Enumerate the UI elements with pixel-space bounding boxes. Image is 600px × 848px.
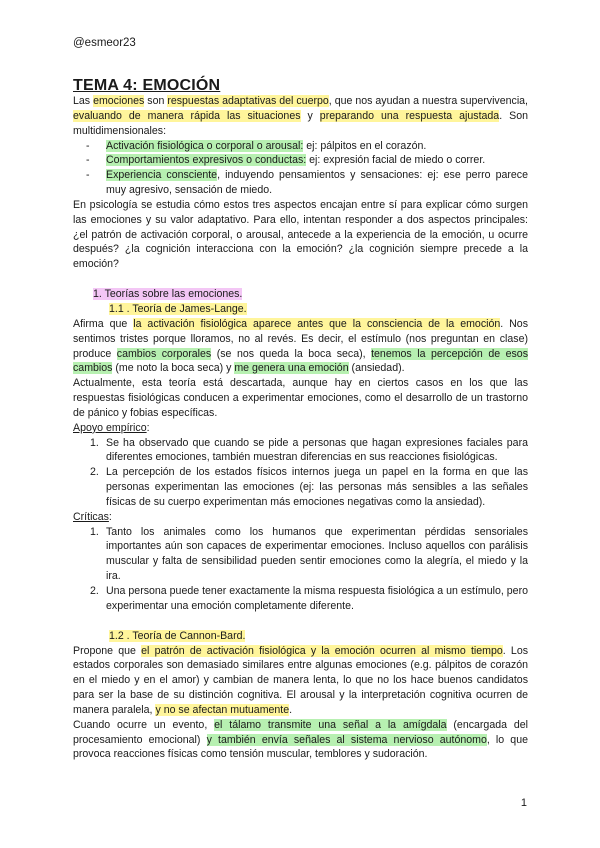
page-number: 1 [520,797,527,809]
intro-paragraph: Las emociones son respuestas adaptativas del cuerpo, que nos ayudan a nuestra supervivencia, evaluando de manera rápida las situaciones y preparando una respuesta ajustada. Son multidimensionales: [73,95,529,137]
highlight: me genera una emoción [234,362,349,375]
james-lange-paragraph: Afirma que la activación fisiológica aparece antes que la consciencia de la emoción. Nos sentimos tristes porque lloramos, no al revés. Es decir, el estímulo (nos preguntan en clase) produce cambios corporales (se nos queda la boca seca), tenemos la percepción de esos cambios (me noto la boca seca) y me genera una emoción (ansiedad). [73,317,528,375]
highlight: preparando una respuesta ajustada [319,109,500,122]
highlight: y también envía señales al sistema nervioso autónomo [206,733,487,746]
highlight: respuestas adaptativas del cuerpo [167,95,329,107]
subsection-heading: 1.1 . Teoría de James-Lange. [109,302,247,315]
highlight: Activación fisiológica o corporal o arousal: [106,139,304,152]
criticas-list [73,525,528,614]
list-item: - Comportamientos expresivos o conductas: ej: expresión facial de miedo o correr. [106,153,528,168]
section-heading: 1. Teorías sobre las emociones. [93,288,243,301]
list-item: - Experiencia consciente, induyendo pensamientos y sensaciones: ej: ese perro parece muy agresivo, sensación de miedo. [106,168,528,198]
highlight: el patrón de activación fisiológica y la emoción ocurren al mismo tiempo [141,644,503,657]
dimensions-list [73,139,528,198]
highlight: Experiencia consciente [106,169,218,182]
criticas-heading: Críticas: [73,510,112,523]
list-item: - Activación fisiológica o corporal o arousal: ej: pálpitos en el corazón. [106,139,528,154]
highlight: evaluando de manera rápida las situaciones [73,109,301,122]
apoyo-heading: Apoyo empírico: [73,421,150,434]
page-title: TEMA 4: EMOCIÓN [73,77,221,94]
highlight: la activación fisiológica aparece antes que la consciencia de la emoción [133,317,501,330]
james-lange-paragraph-2: Actualmente, esta teoría está descartada, aunque hay en ciertos casos en los que las respuestas fisiológicas conducen a experimentar emociones, como el desarrollo de un trastorno de pánico y fobias específicas. [73,377,528,419]
list-item: 2. La percepción de los estados físicos internos juega un papel en la forma en que las personas experimentan las emociones (ej: las personas más sensibles a las señales físicas de su cuerpo experimentan más emociones negativas como la ansiedad). [90,466,528,508]
highlight: tenemos la percepción de esos cambios [73,347,528,375]
subsection-heading: 1.2 . Teoría de Cannon-Bard. [109,629,246,642]
document-body [73,94,528,762]
highlight: emociones [93,95,145,107]
highlight: y no se afectan mutuamente [155,703,290,716]
author-handle: @esmeor23 [73,37,136,49]
cannon-bard-paragraph-2: Cuando ocurre un evento, el tálamo transmite una señal a la amígdala (encargada del procesamiento emocional) y también envía señales al sistema nervioso autónomo, lo que provoca reacciones físicas como tensión muscular, temblores y sudoración. [73,718,528,761]
highlight: Comportamientos expresivos o conductas: [106,154,307,167]
list-item: 1. Se ha observado que cuando se pide a personas que hagan expresiones faciales para diferentes emociones, también muestran diferencias en sus reacciones fisiológicas. [90,436,528,464]
highlight: el tálamo transmite una señal a la amígdala [214,718,447,731]
list-item: 1. Tanto los animales como los humanos que experimentan pérdidas sensoriales importantes aún son capaces de experimentar emociones. Incluso aquellos con parálisis muscular y falta de sensibilidad pueden sentir emociones como la alegría, el miedo y la ira. [90,525,528,583]
list-item: 2. Una persona puede tener exactamente la misma respuesta fisiológica a un estímulo, pero experimentar una emoción completamente diferente. [90,585,528,612]
intro-paragraph-2: En psicología se estudia cómo estos tres aspectos encajan entre sí para explicar cómo surgen las emociones y su valor adaptativo. Para ello, intentan responder a dos aspectos principales: ¿el patrón de activación corporal, o arousal, antecede a la experiencia de la emoción, u ocurre después? ¿la cognición interacciona con la emoción? ¿la cognición siempre precede a la emoción? [73,198,528,271]
apoyo-list [73,436,528,510]
cannon-bard-paragraph: Propone que el patrón de activación fisiológica y la emoción ocurren al mismo tiempo. Los estados corporales son demasiado similares entre algunas emociones (e.g. pálpitos de corazón en el miedo y en el amor) y cambian de manera lenta, lo que no los hace buenos candidatos para ser la base de su distinción cognitiva. El arousal y la interpretación cognitiva ocurren de manera paralela, y no se afectan mutuamente. [73,644,529,716]
highlight: cambios corporales [116,347,212,360]
